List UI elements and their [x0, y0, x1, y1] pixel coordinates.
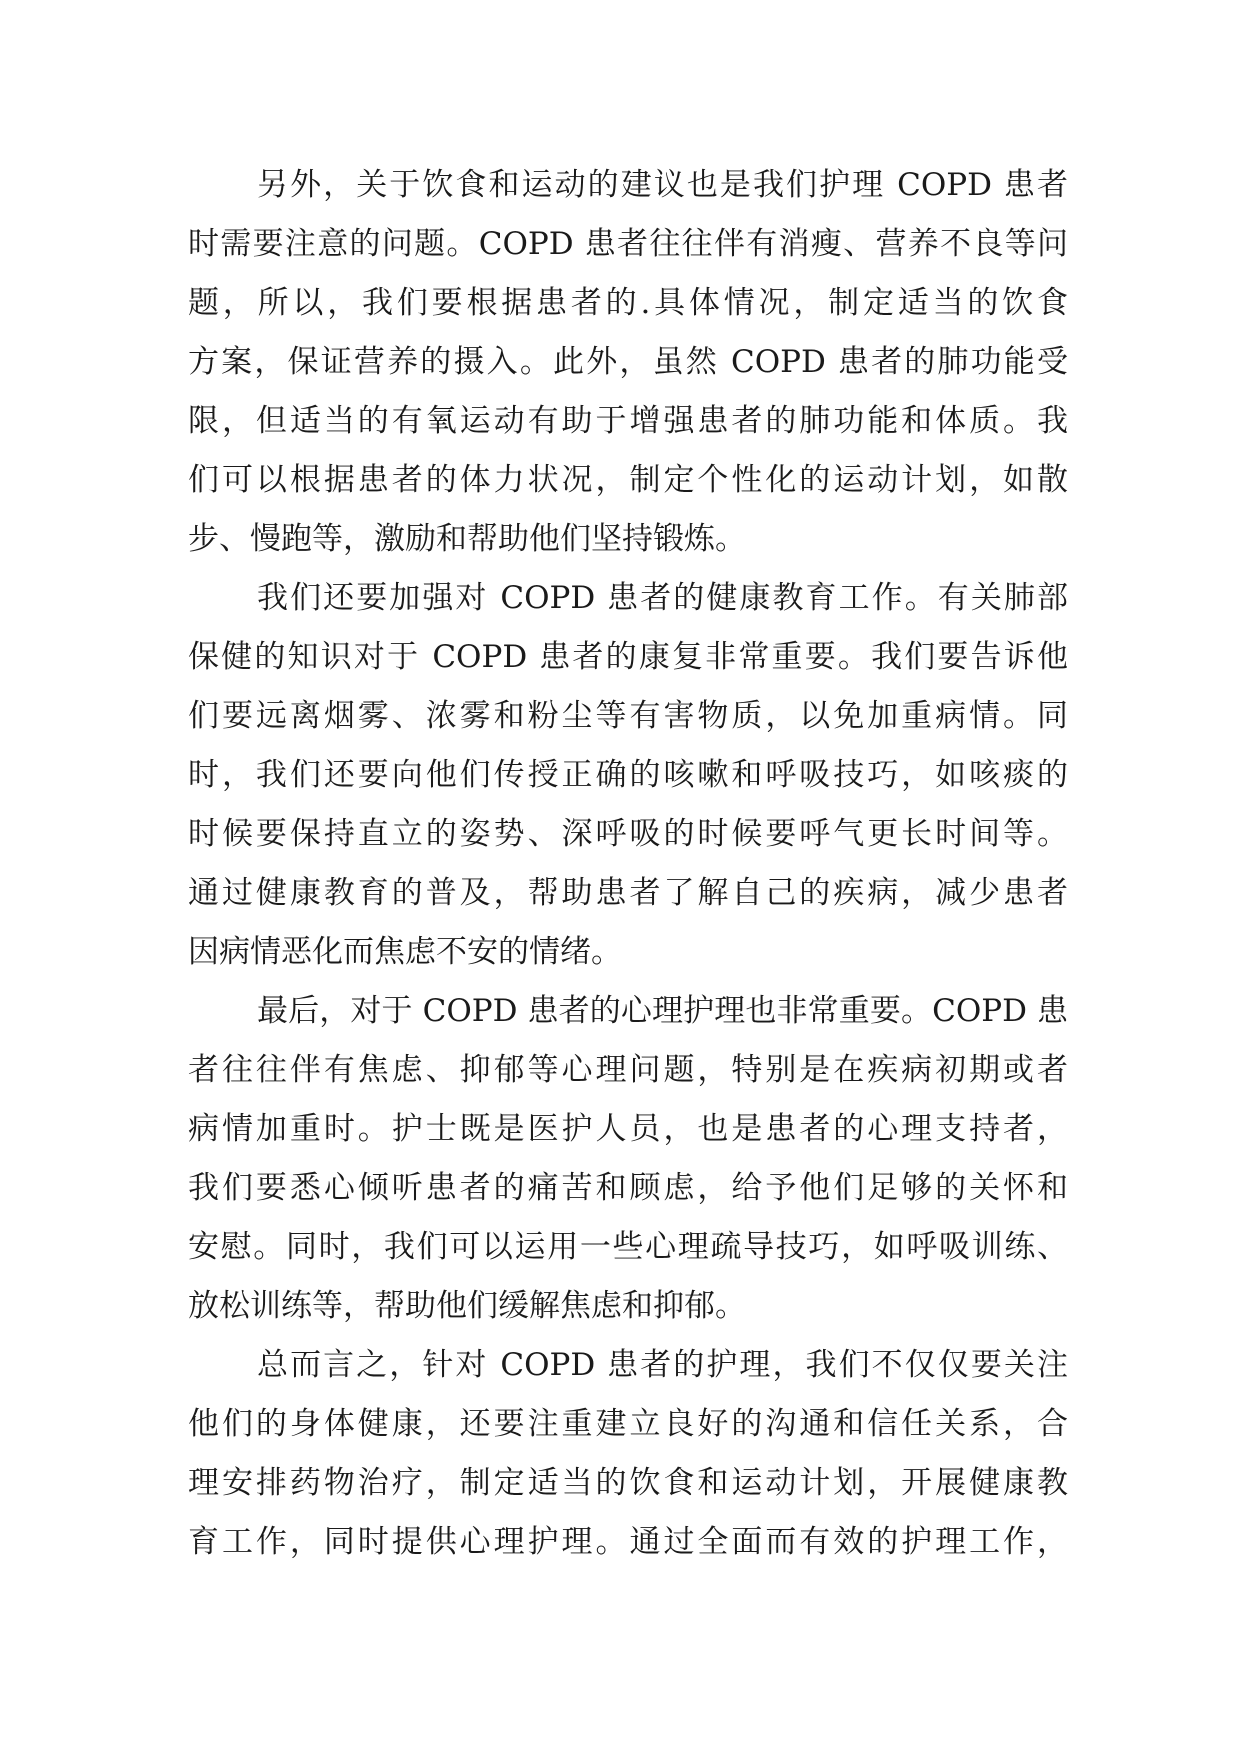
- paragraph-2-line-3: 们要远离烟雾、浓雾和粉尘等有害物质，以免加重病情。同: [188, 698, 1068, 734]
- paragraph-1-line-6: 们可以根据患者的体力状况，制定个性化的运动计划，如散: [188, 462, 1068, 498]
- paragraph-1-line-5: 限，但适当的有氧运动有助于增强患者的肺功能和体质。我: [188, 403, 1068, 439]
- paragraph-3-line-2: 者往往伴有焦虑、抑郁等心理问题，特别是在疾病初期或者: [188, 1052, 1068, 1088]
- paragraph-2-line-1: 我们还要加强对 COPD 患者的健康教育工作。有关肺部: [257, 580, 1068, 616]
- document-body: [188, 156, 1068, 1572]
- paragraph-3-line-6: 放松训练等，帮助他们缓解焦虑和抑郁。: [188, 1288, 746, 1324]
- paragraph-1-line-1: 另外，关于饮食和运动的建议也是我们护理 COPD 患者: [257, 167, 1068, 203]
- paragraph-3-line-4: 我们要悉心倾听患者的痛苦和顾虑，给予他们足够的关怀和: [188, 1170, 1068, 1206]
- paragraph-4-line-4: 育工作，同时提供心理护理。通过全面而有效的护理工作，: [188, 1524, 1068, 1560]
- paragraph-2-line-5: 时候要保持直立的姿势、深呼吸的时候要呼气更长时间等。: [188, 816, 1068, 852]
- paragraph-3-line-1: 最后，对于 COPD 患者的心理护理也非常重要。COPD 患: [257, 993, 1068, 1029]
- paragraph-2-line-2: 保健的知识对于 COPD 患者的康复非常重要。我们要告诉他: [188, 639, 1068, 675]
- paragraph-1-line-4: 方案，保证营养的摄入。此外，虽然 COPD 患者的肺功能受: [188, 344, 1068, 380]
- paragraph-1-line-2: 时需要注意的问题。COPD 患者往往伴有消瘦、营养不良等问: [188, 226, 1068, 262]
- paragraph-4-line-2: 他们的身体健康，还要注重建立良好的沟通和信任关系，合: [188, 1406, 1068, 1442]
- paragraph-4-line-3: 理安排药物治疗，制定适当的饮食和运动计划，开展健康教: [188, 1465, 1068, 1501]
- paragraph-2-line-4: 时，我们还要向他们传授正确的咳嗽和呼吸技巧，如咳痰的: [188, 757, 1068, 793]
- paragraph-3-line-5: 安慰。同时，我们可以运用一些心理疏导技巧，如呼吸训练、: [188, 1229, 1068, 1265]
- paragraph-1-line-7: 步、慢跑等，激励和帮助他们坚持锻炼。: [188, 521, 746, 557]
- paragraph-4-line-1: 总而言之，针对 COPD 患者的护理，我们不仅仅要关注: [257, 1347, 1068, 1383]
- paragraph-1-line-3: 题，所以，我们要根据患者的.具体情况，制定适当的饮食: [188, 285, 1068, 321]
- paragraph-2-line-6: 通过健康教育的普及，帮助患者了解自己的疾病，减少患者: [188, 875, 1068, 911]
- paragraph-2-line-7: 因病情恶化而焦虑不安的情绪。: [188, 934, 622, 970]
- paragraph-3-line-3: 病情加重时。护士既是医护人员，也是患者的心理支持者，: [188, 1111, 1068, 1147]
